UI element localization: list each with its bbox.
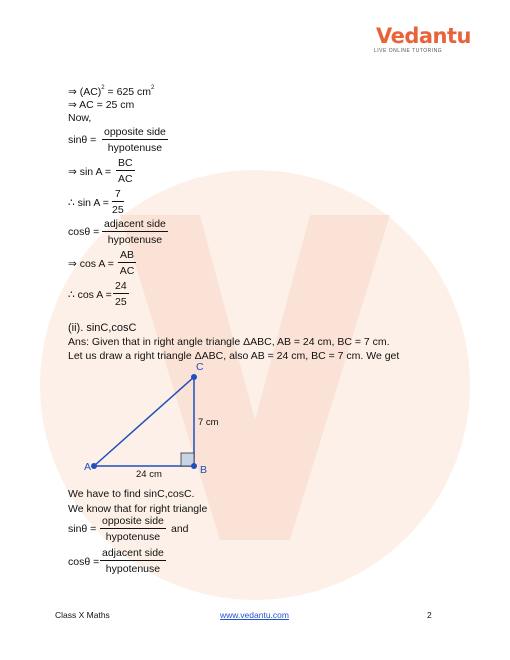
- point-a: [91, 463, 97, 469]
- bc-length-label: 7 cm: [198, 417, 219, 428]
- footer-class-label: Class X Maths: [55, 610, 110, 620]
- page-number: 2: [427, 610, 432, 620]
- sin-a-label: ⇒ sin A =: [68, 166, 111, 178]
- sin-definition-fraction: opposite side hypotenuse: [104, 126, 166, 154]
- cos-a-value-fraction: $\frac{24}{25}$: [115, 280, 127, 308]
- cos-a-fraction: $\frac{AB}{AC}$: [119, 249, 135, 277]
- logo-tagline: LIVE ONLINE TUTORING: [374, 48, 443, 54]
- given-line: Ans: Given that in right angle triangle ΔABC, AB = 24 cm, BC = 7 cm.: [68, 336, 390, 348]
- vertex-b-label: B: [200, 464, 208, 476]
- sin-definition-fraction-2: opposite side hypotenuse: [102, 515, 164, 543]
- draw-triangle-line: Let us draw a right triangle ΔABC, also AB = 24 cm, BC = 7 cm. We get: [68, 350, 400, 362]
- therefore-cos-a-label: ∴ cos A =: [68, 289, 112, 301]
- and-text: and: [171, 523, 189, 535]
- cos-definition-fraction-2: adjacent side hypotenuse: [102, 547, 164, 575]
- ac-value-line: ⇒ AC = 25 cm: [68, 99, 135, 111]
- therefore-sin-a-label: ∴ sin A =: [68, 197, 109, 209]
- cos-definition-fraction: adjacent side hypotenuse: [104, 218, 166, 246]
- sin-theta-label-2: sinθ =: [68, 523, 97, 535]
- sin-a-value-fraction: $\frac{7}{25}$: [112, 188, 124, 216]
- vedantu-logo[interactable]: [372, 24, 471, 60]
- vertex-a-label: A: [84, 461, 92, 473]
- cos-theta-label-2: cosθ =: [68, 556, 100, 568]
- cos-theta-label: cosθ =: [68, 226, 100, 238]
- vertex-c-label: C: [196, 361, 204, 373]
- know-line: We know that for right triangle: [68, 503, 208, 515]
- ab-length-label: 24 cm: [136, 469, 162, 480]
- cos-a-label: ⇒ cos A =: [68, 258, 114, 270]
- point-b: [191, 463, 197, 469]
- footer-link-wrap: [220, 610, 289, 620]
- now-label: Now,: [68, 112, 92, 124]
- logo-brand: Vedantu: [376, 24, 471, 48]
- footer-website-link[interactable]: www.vedantu.com: [220, 610, 289, 620]
- find-line: We have to find sinC,cosC.: [68, 488, 195, 500]
- side-ac: [94, 377, 194, 466]
- ac-squared-line: ⇒ (AC)$^2$ = 625 $cm^2$: [68, 85, 155, 98]
- sin-a-fraction: $\frac{BC}{AC}$: [118, 157, 133, 185]
- part-ii-heading: (ii). sinC,cosC: [68, 322, 137, 334]
- sin-theta-label: sinθ =: [68, 134, 97, 146]
- point-c: [191, 374, 197, 380]
